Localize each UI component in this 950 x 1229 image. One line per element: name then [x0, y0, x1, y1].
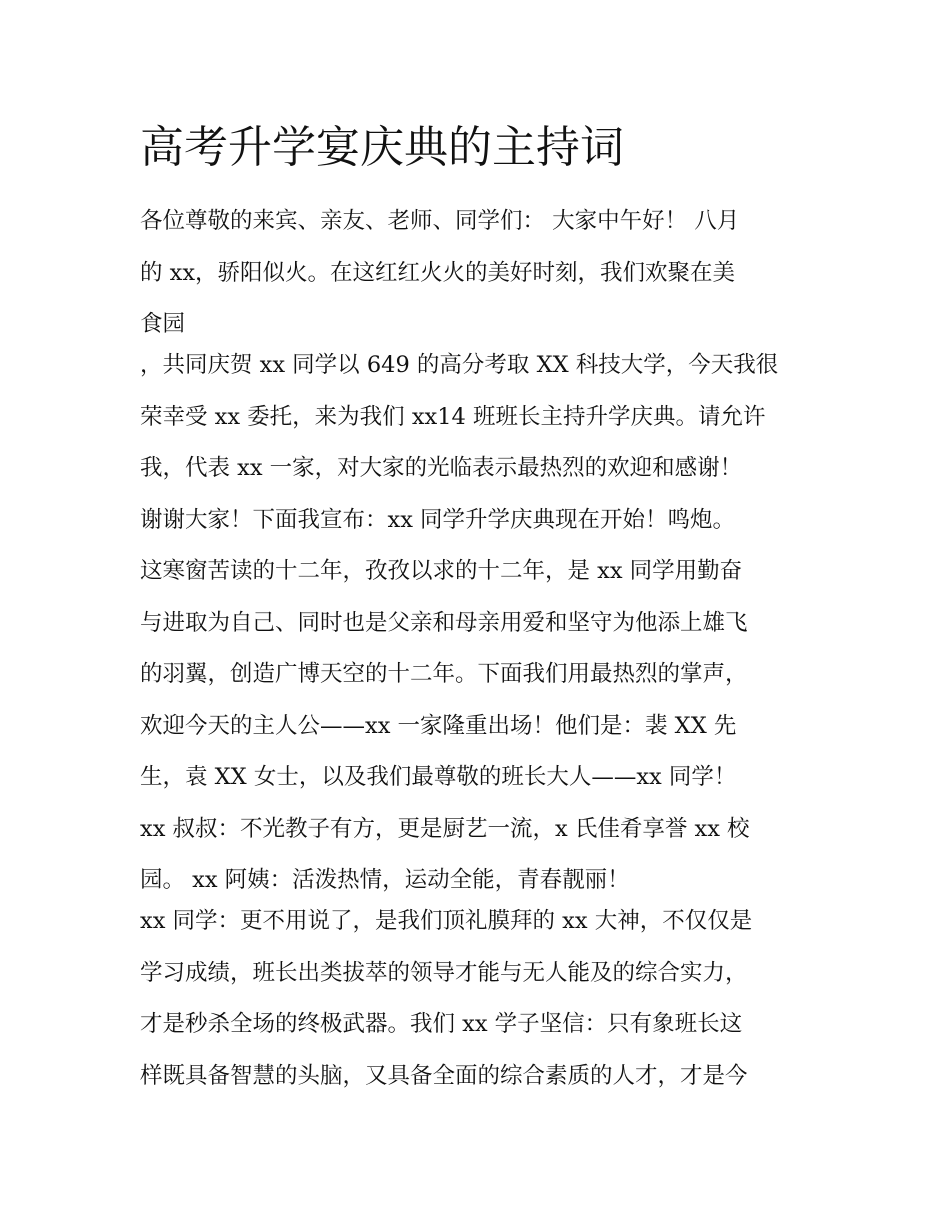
- body-line: 与进取为自己、同时也是父亲和母亲用爱和坚守为他添上雄飞: [140, 609, 748, 636]
- body-line: 样既具备智慧的头脑，又具备全面的综合素质的人才，才是今: [140, 1062, 748, 1089]
- body-line: xx 同学：更不用说了，是我们顶礼膜拜的 xx 大神，不仅仅是: [140, 908, 753, 934]
- body-line: 的 xx，骄阳似火。在这红红火火的美好时刻，我们欢聚在美: [140, 259, 736, 286]
- body-line: 生，袁 XX 女士，以及我们最尊敬的班长大人——xx 同学！: [140, 764, 737, 790]
- body-line: 园。 xx 阿姨：活泼热情，运动全能，青春靓丽！: [140, 867, 630, 893]
- body-line: ，共同庆贺 xx 同学以 649 的高分考取 XX 科技大学，今天我很: [140, 352, 779, 378]
- body-line: 学习成绩，班长出类拔萃的领导才能与无人能及的综合实力，: [140, 959, 748, 986]
- body-line: 的羽翼，创造广博天空的十二年。下面我们用最热烈的掌声，: [140, 661, 748, 687]
- body-line: 荣幸受 xx 委托，来为我们 xx14 班班长主持升学庆典。请允许: [140, 403, 766, 430]
- body-line: 各位尊敬的来宾、亲友、老师、同学们： 大家中午好！ 八月: [140, 208, 740, 234]
- body-line: 这寒窗苦读的十二年，孜孜以求的十二年，是 xx 同学用勤奋: [140, 558, 743, 584]
- body-line: 谢谢大家！下面我宣布：xx 同学升学庆典现在开始！鸣炮。: [140, 506, 736, 533]
- body-line: 我，代表 xx 一家，对大家的光临表示最热烈的欢迎和感谢！: [140, 455, 743, 481]
- body-line: 欢迎今天的主人公——xx 一家隆重出场！他们是：裴 XX 先: [140, 712, 737, 739]
- body-line: 才是秒杀全场的终极武器。我们 xx 学子坚信：只有象班长这: [140, 1011, 743, 1037]
- document-body: [140, 200, 830, 1106]
- body-line: xx 叔叔：不光教子有方，更是厨艺一流，x 氏佳肴享誉 xx 校: [140, 815, 750, 842]
- body-line: 食园: [140, 311, 186, 337]
- document-title: 高考升学宴庆典的主持词: [140, 122, 624, 173]
